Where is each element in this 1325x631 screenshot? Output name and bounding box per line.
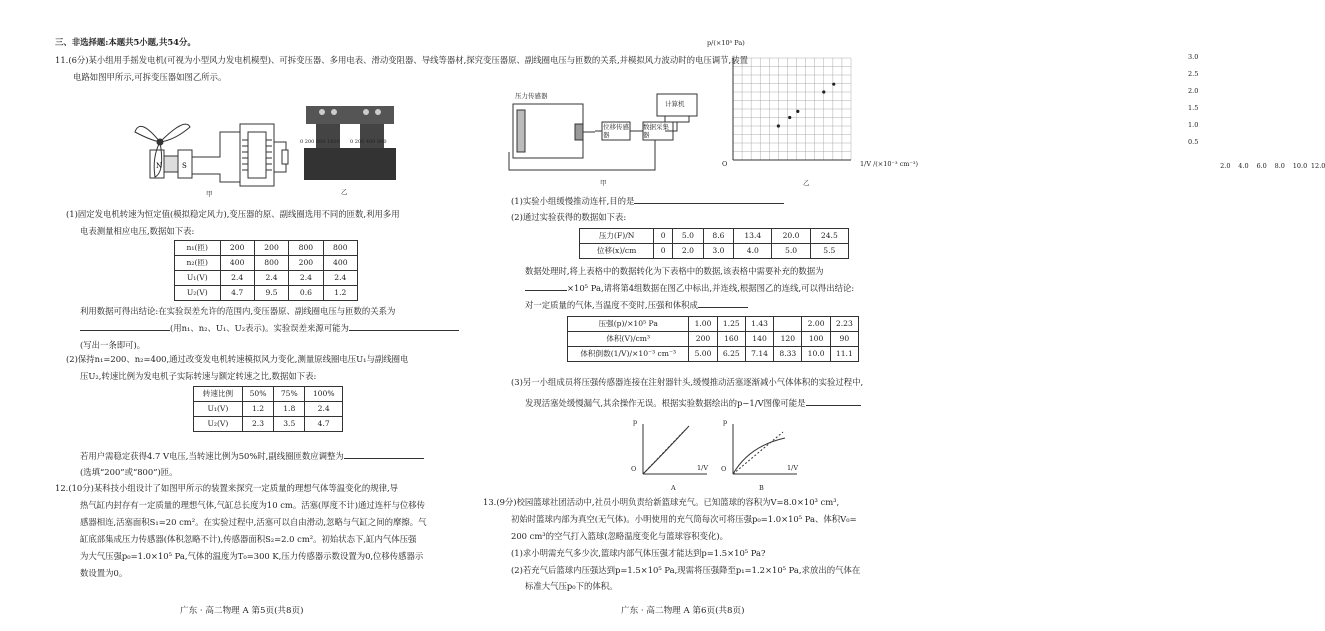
table-cell: 8.6 [703, 229, 734, 244]
answer-blank[interactable] [634, 203, 784, 204]
table-cell: 2.4 [220, 271, 254, 286]
pressure-sensor-label: 压力传感器 [515, 92, 548, 100]
q12-line4: 缸底部集成压力传感器(体积忽略不计),传感器面积S₂=2.0 cm²。初始状态下,缸内气体压强 [80, 534, 417, 544]
table-cell: 1.00 [689, 317, 717, 332]
option-a-axis-1v: 1/V [697, 464, 709, 472]
table-cell: 0.6 [289, 286, 323, 301]
answer-blank[interactable] [525, 290, 567, 291]
q11-part2-answer-2: (选填“200”或“800”)匝。 [80, 467, 178, 477]
table-cell: 2.0 [673, 244, 704, 259]
table-row [568, 317, 859, 332]
data-point [777, 124, 780, 127]
graph-xlabel: 1/V /(×10⁻³ cm⁻³) [860, 160, 919, 168]
q11-intro-2: 电路如图甲所示,可拆变压器如图乙所示。 [73, 72, 227, 82]
q12-process-2 [525, 282, 854, 295]
table-row [175, 241, 358, 256]
x-tick-label: 2.0 [1220, 162, 1231, 170]
table-cell: 2.3 [242, 417, 273, 432]
y-tick-label: 0.5 [1188, 138, 1199, 146]
option-b-axis-o: O [721, 465, 727, 473]
table-cell: 11.1 [830, 347, 858, 362]
table-cell: 90 [830, 332, 858, 347]
table-cell: 400 [220, 256, 254, 271]
table-row [580, 229, 849, 244]
q12-line6: 数设置为0。 [80, 568, 128, 578]
right-page [475, 0, 1325, 631]
q11-conclusion-2-text: (用n₁、n₂、U₁、U₂表示)。实验误差来源可能为 [170, 323, 349, 333]
q11-table2 [193, 386, 343, 432]
figure-jia-label-right: 甲 [600, 179, 607, 187]
table-cell: 2.23 [830, 317, 858, 332]
q13-line2: 初始时篮球内部为真空(无气体)。小明使用的充气筒每次可将压强p₀=1.0×10⁵ Pa、体积V₀= [511, 514, 857, 524]
q11-part2-answer-text: 若用户需稳定获得4.7 V电压,当转速比例为50%时,副线圈匝数应调整为 [80, 451, 344, 461]
table-cell: 200 [289, 256, 323, 271]
table-cell: 5.0 [673, 229, 704, 244]
q11-part2-answer-1 [80, 450, 424, 463]
footer-left: 广东 · 高二物理 A 第5页(共8页) [180, 605, 304, 616]
figure-yi-label-right: 乙 [803, 179, 810, 187]
table-cell: 13.4 [734, 229, 772, 244]
q11-table1 [174, 240, 358, 301]
table-cell: 压力(F)/N [580, 229, 654, 244]
q13-sub1: (1)求小明需充气多少次,篮球内部气体压强才能达到p=1.5×10⁵ Pa? [511, 548, 766, 558]
table-cell: 3.0 [703, 244, 734, 259]
table-row [194, 402, 343, 417]
q11-conclusion-1: 利用数据可得出结论:在实验误差允许的范围内,变压器原、副线圈电压与匝数的关系为 [80, 306, 396, 316]
q11-conclusion-2 [80, 322, 459, 335]
q11-conclusion-3: (写出一条即可)。 [80, 340, 146, 350]
table-cell: 2.4 [323, 271, 357, 286]
table-cell: 1.2 [242, 402, 273, 417]
data-point [788, 116, 791, 119]
answer-blank[interactable] [344, 458, 424, 459]
table-cell: 400 [323, 256, 357, 271]
answer-blank[interactable] [698, 307, 748, 308]
data-point [832, 83, 835, 86]
x-tick-label: 4.0 [1238, 162, 1249, 170]
table-cell: 9.5 [254, 286, 288, 301]
table-cell: 位移(x)/cm [580, 244, 654, 259]
q13-sub2-line2: 标准大气压p₀下的体积。 [525, 581, 618, 591]
q12-sub3-line2 [525, 397, 861, 410]
table-row [175, 256, 358, 271]
table-cell: U₂(V) [175, 286, 221, 301]
displacement-sensor-label: 位移传感器 [603, 123, 629, 139]
table-cell: 20.0 [772, 229, 810, 244]
table-cell: 160 [717, 332, 745, 347]
q12-line2: 热气缸内封存有一定质量的理想气体,气缸总长度为10 cm。活塞(厚度不计)通过连杆与位移传 [80, 500, 426, 510]
option-a-axis-p: p [633, 418, 638, 426]
q13-line1: 13.(9分)校园篮球社团活动中,社员小明负责给新篮球充气。已知篮球的容积为V=8.0×10³ cm³, [483, 497, 840, 507]
q12-process-2-text: ×10⁵ Pa,请将第4组数据在图乙中标出,并连线,根据图乙的连线,可以得出结论: [567, 283, 855, 293]
table-cell: 0 [654, 244, 673, 259]
table-cell: 800 [289, 241, 323, 256]
table-cell: 120 [774, 332, 802, 347]
table-cell: 4.7 [305, 417, 343, 432]
table-cell: 0 [654, 229, 673, 244]
x-tick-label: 8.0 [1274, 162, 1285, 170]
x-tick-label: 10.0 [1292, 162, 1308, 170]
table-row [568, 332, 859, 347]
q12-line3: 感器相连,活塞面积S₁=20 cm²。在实验过程中,活塞可以自由滑动,忽略与气缸之间的摩擦。气 [80, 517, 427, 527]
table-cell: 5.00 [689, 347, 717, 362]
q12-sub1 [511, 195, 784, 208]
table-cell: 200 [220, 241, 254, 256]
table-cell: 4.0 [734, 244, 772, 259]
table-cell: 100% [305, 387, 343, 402]
y-tick-label: 2.0 [1188, 87, 1199, 95]
q13-sub2-line1: (2)若充气后篮球内压强达到p=1.5×10⁵ Pa,现需将压强降至p₁=1.2×10⁵ Pa,求放出的气体在 [511, 565, 861, 575]
table-cell: 2.00 [802, 317, 830, 332]
q12-table4 [567, 316, 859, 362]
table-cell: U₂(V) [194, 417, 243, 432]
q11-part1-line2: 电表测量相应电压,数据如下表: [80, 226, 195, 236]
table-row [580, 244, 849, 259]
table-cell: 1.2 [323, 286, 357, 301]
answer-blank[interactable] [349, 330, 459, 331]
table-cell: 140 [745, 332, 773, 347]
figure-jia-label-left: 甲 [206, 190, 213, 198]
table-cell [774, 317, 802, 332]
y-tick-label: 2.5 [1188, 70, 1199, 78]
table-cell: 4.7 [220, 286, 254, 301]
answer-blank[interactable] [80, 330, 170, 331]
data-collector-label: 数据采集器 [643, 123, 669, 139]
table-cell: n₂(匝) [175, 256, 221, 271]
q12-process-1: 数据处理时,将上表格中的数据转化为下表格中的数据,该表格中需要补充的数据为 [525, 266, 824, 276]
table-cell: 800 [254, 256, 288, 271]
x-tick-label: 12.0 [1310, 162, 1325, 170]
table-cell: 2.4 [254, 271, 288, 286]
table-cell: 800 [323, 241, 357, 256]
table-cell: 体积(V)/cm³ [568, 332, 689, 347]
generator-circuit-figure [130, 112, 290, 190]
table-cell: 体积倒数(1/V)/×10⁻³ cm⁻³ [568, 347, 689, 362]
q12-sub2: (2)通过实验获得的数据如下表: [511, 212, 627, 222]
q11-part2-line2: 压U₂,转速比例为发电机子实际转速与额定转速之比,数据如下表: [80, 371, 317, 381]
q12-sub1-text: (1)实验小组缓慢推动连杆,目的是 [511, 196, 635, 206]
table-row [568, 347, 859, 362]
table-cell: 1.43 [745, 317, 773, 332]
computer-label: 计算机 [665, 100, 685, 108]
table-cell: 6.25 [717, 347, 745, 362]
table-cell: 1.8 [274, 402, 305, 417]
q13-line3: 200 cm³的空气打入篮球(忽略温度变化与篮球容积变化)。 [511, 531, 729, 541]
table-row [194, 387, 343, 402]
table-cell: 50% [242, 387, 273, 402]
section-heading: 三、非选择题:本题共5小题,共54分。 [55, 37, 196, 47]
table-row [175, 271, 358, 286]
q12-sub3-line2-text: 发现活塞处缓慢漏气,其余操作无误。根据实验数据绘出的p−1/V图像可能是 [525, 398, 806, 408]
q12-line1: 12.(10分)某科技小组设计了如图甲所示的装置来探究一定质量的理想气体等温变化的规律,导 [55, 483, 399, 493]
table-cell: 10.0 [802, 347, 830, 362]
footer-right: 广东 · 高二物理 A 第6页(共8页) [621, 605, 745, 616]
transformer-scale-right: 0 200 400 800 [350, 139, 387, 145]
option-b-label: B [759, 484, 764, 492]
table-row [175, 286, 358, 301]
graph-ylabel: p/(×10⁵ Pa) [707, 39, 745, 47]
option-a-label: A [671, 484, 676, 492]
table-cell: 24.5 [810, 229, 848, 244]
table-cell: 7.14 [745, 347, 773, 362]
table-cell: 200 [689, 332, 717, 347]
table-cell: n₁(匝) [175, 241, 221, 256]
table-cell: 5.5 [810, 244, 848, 259]
data-point [822, 90, 825, 93]
transformer-scale-left: 0 200 800 1600 [300, 139, 340, 145]
table-cell: 200 [254, 241, 288, 256]
q12-process-3-text: 对一定质量的气体,当温度不变时,压强和体积成 [525, 300, 698, 310]
q12-table3 [579, 228, 849, 259]
table-cell: 2.4 [289, 271, 323, 286]
y-tick-label: 3.0 [1188, 53, 1199, 61]
pressure-volume-graph [727, 50, 857, 166]
table-cell: 转速比例 [194, 387, 243, 402]
q12-process-3 [525, 299, 748, 312]
svg-text:S: S [182, 162, 187, 170]
table-cell: U₁(V) [175, 271, 221, 286]
option-b-axis-p: p [723, 418, 728, 426]
y-tick-label: 1.5 [1188, 104, 1199, 112]
table-cell: 压强(p)/×10⁵ Pa [568, 317, 689, 332]
q12-sub3-line1: (3)另一小组成员将压强传感器连接在注射器针头,缓慢推动活塞逐渐减小气体体积的实验过程中, [511, 377, 864, 387]
option-b-axis-1v: 1/V [787, 464, 799, 472]
table-row [194, 417, 343, 432]
y-tick-label: 1.0 [1188, 121, 1199, 129]
table-cell: 8.33 [774, 347, 802, 362]
table-cell: 5.0 [772, 244, 810, 259]
q12-line5: 为大气压强p₀=1.0×10⁵ Pa,气体的温度为T₀=300 K,压力传感器示数设置为0,位移传感器示 [80, 551, 424, 561]
table-cell: U₁(V) [194, 402, 243, 417]
table-cell: 3.5 [274, 417, 305, 432]
q11-part2-line1: (2)保持n₁=200、n₂=400,通过改变发电机转速模拟风力变化,测量原线圈电压U₁与副线圈电 [66, 354, 409, 364]
figure-yi-label-left: 乙 [341, 188, 348, 196]
data-point [796, 110, 799, 113]
q11-intro-1: 11.(6分)某小组用手摇发电机(可视为小型风力发电机模型)、可拆变压器、多用电表、滑动变阻器、导线等器材,探究变压器原、副线圈电压与匝数的关系,并模拟风力波动时的电压调节,装置 [55, 55, 748, 65]
answer-blank[interactable] [806, 405, 861, 406]
svg-text:N: N [156, 162, 163, 170]
table-cell: 75% [274, 387, 305, 402]
table-cell: 2.4 [305, 402, 343, 417]
option-a-axis-o: O [631, 465, 637, 473]
table-cell: 100 [802, 332, 830, 347]
table-cell: 1.25 [717, 317, 745, 332]
q11-part1-line1: (1)固定发电机转速为恒定值(模拟稳定风力),变压器的原、副线圈选用不同的匝数,利用多用 [66, 209, 400, 219]
graph-origin: O [722, 160, 728, 168]
x-tick-label: 6.0 [1256, 162, 1267, 170]
